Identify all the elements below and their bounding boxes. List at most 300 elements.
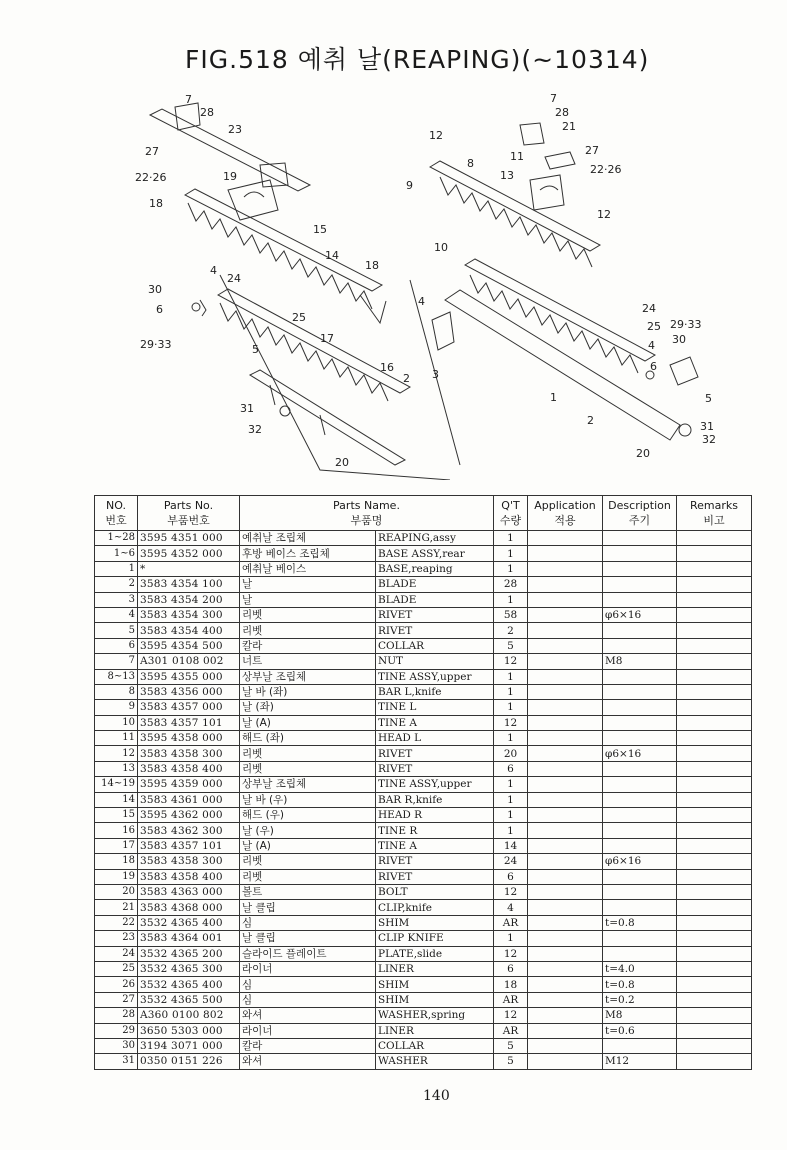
row-remarks bbox=[677, 869, 752, 884]
callout-18b: 18 bbox=[365, 259, 379, 272]
row-remarks bbox=[677, 577, 752, 592]
table-row bbox=[95, 1023, 752, 1038]
row-quantity: AR bbox=[494, 915, 528, 930]
table-row bbox=[95, 961, 752, 976]
callout-20: 20 bbox=[335, 456, 349, 469]
callout-19: 19 bbox=[223, 170, 237, 183]
callout-7b: 7 bbox=[550, 92, 557, 105]
row-part-number: 3583 4354 100 bbox=[138, 577, 240, 592]
row-name-korean: 심 bbox=[240, 977, 376, 992]
callout-6: 6 bbox=[156, 303, 163, 316]
row-part-number: * bbox=[138, 561, 240, 576]
upper-tines-right bbox=[440, 177, 592, 267]
table-row bbox=[95, 854, 752, 869]
row-quantity: 1 bbox=[494, 792, 528, 807]
row-no: 13 bbox=[95, 761, 138, 776]
row-name-english: TINE ASSY,upper bbox=[376, 669, 494, 684]
row-application bbox=[528, 792, 603, 807]
row-quantity: 12 bbox=[494, 654, 528, 669]
callout-21: 21 bbox=[562, 120, 576, 133]
row-quantity: 1 bbox=[494, 546, 528, 561]
callout-9: 9 bbox=[406, 179, 413, 192]
row-quantity: 28 bbox=[494, 577, 528, 592]
row-name-english: BAR L,knife bbox=[376, 684, 494, 699]
table-row bbox=[95, 623, 752, 638]
row-remarks bbox=[677, 1038, 752, 1053]
table-row bbox=[95, 1038, 752, 1053]
callout-24: 24 bbox=[227, 272, 241, 285]
table-row bbox=[95, 946, 752, 961]
row-application bbox=[528, 746, 603, 761]
row-remarks bbox=[677, 838, 752, 853]
row-no: 16 bbox=[95, 823, 138, 838]
table-row bbox=[95, 531, 752, 546]
row-quantity: 12 bbox=[494, 946, 528, 961]
table-row bbox=[95, 654, 752, 669]
row-application bbox=[528, 654, 603, 669]
row-no: 1~28 bbox=[95, 531, 138, 546]
row-no: 29 bbox=[95, 1023, 138, 1038]
row-remarks bbox=[677, 546, 752, 561]
row-description: φ6×16 bbox=[603, 746, 677, 761]
row-no: 2 bbox=[95, 577, 138, 592]
row-description: M8 bbox=[603, 654, 677, 669]
row-description bbox=[603, 577, 677, 592]
row-application bbox=[528, 577, 603, 592]
row-remarks bbox=[677, 638, 752, 653]
row-name-korean: 후방 베이스 조립체 bbox=[240, 546, 376, 561]
row-description bbox=[603, 623, 677, 638]
col-header-qty: Q'T 수량 bbox=[494, 496, 528, 531]
row-no: 3 bbox=[95, 592, 138, 607]
callout-22-26: 22·26 bbox=[135, 171, 167, 184]
row-name-korean: 날 (A) bbox=[240, 715, 376, 730]
row-application bbox=[528, 838, 603, 853]
row-quantity: AR bbox=[494, 992, 528, 1007]
row-name-korean: 심 bbox=[240, 992, 376, 1007]
row-quantity: 14 bbox=[494, 838, 528, 853]
row-part-number: 3583 4354 200 bbox=[138, 592, 240, 607]
row-application bbox=[528, 1038, 603, 1053]
row-no: 19 bbox=[95, 869, 138, 884]
callout-27: 27 bbox=[145, 145, 159, 158]
table-row bbox=[95, 931, 752, 946]
row-application bbox=[528, 915, 603, 930]
row-name-english: RIVET bbox=[376, 869, 494, 884]
parts-list-table bbox=[94, 495, 752, 1070]
row-name-english: TINE ASSY,upper bbox=[376, 777, 494, 792]
row-quantity: 12 bbox=[494, 884, 528, 899]
row-no: 20 bbox=[95, 884, 138, 899]
row-description bbox=[603, 869, 677, 884]
row-name-korean: 날 클립 bbox=[240, 931, 376, 946]
row-quantity: 6 bbox=[494, 961, 528, 976]
row-description bbox=[603, 684, 677, 699]
callout-10: 10 bbox=[434, 241, 448, 254]
row-name-korean: 해드 (좌) bbox=[240, 731, 376, 746]
row-description bbox=[603, 546, 677, 561]
row-remarks bbox=[677, 1008, 752, 1023]
row-remarks bbox=[677, 761, 752, 776]
callout-14: 14 bbox=[325, 249, 339, 262]
row-description bbox=[603, 808, 677, 823]
row-no: 26 bbox=[95, 977, 138, 992]
row-no: 1 bbox=[95, 561, 138, 576]
row-name-korean: 상부날 조립체 bbox=[240, 777, 376, 792]
row-quantity: 4 bbox=[494, 900, 528, 915]
row-remarks bbox=[677, 854, 752, 869]
row-application bbox=[528, 900, 603, 915]
row-quantity: 12 bbox=[494, 1008, 528, 1023]
row-application bbox=[528, 623, 603, 638]
callout-7: 7 bbox=[185, 93, 192, 106]
row-application bbox=[528, 607, 603, 622]
row-application bbox=[528, 592, 603, 607]
row-description bbox=[603, 777, 677, 792]
row-description: t=0.2 bbox=[603, 992, 677, 1007]
row-part-number: 3532 4365 400 bbox=[138, 977, 240, 992]
row-quantity: 1 bbox=[494, 561, 528, 576]
row-no: 6 bbox=[95, 638, 138, 653]
row-application bbox=[528, 669, 603, 684]
row-no: 8 bbox=[95, 684, 138, 699]
callout-29-33: 29·33 bbox=[140, 338, 172, 351]
row-part-number: 3532 4365 300 bbox=[138, 961, 240, 976]
row-part-number: 3595 4351 000 bbox=[138, 531, 240, 546]
row-application bbox=[528, 638, 603, 653]
row-name-english: TINE L bbox=[376, 700, 494, 715]
row-quantity: 1 bbox=[494, 808, 528, 823]
row-name-korean: 칼라 bbox=[240, 638, 376, 653]
row-no: 5 bbox=[95, 623, 138, 638]
callout-30: 30 bbox=[148, 283, 162, 296]
row-application bbox=[528, 1008, 603, 1023]
row-quantity: 1 bbox=[494, 931, 528, 946]
row-application bbox=[528, 808, 603, 823]
row-quantity: 5 bbox=[494, 1038, 528, 1053]
table-row bbox=[95, 869, 752, 884]
row-part-number: 3595 4355 000 bbox=[138, 669, 240, 684]
row-no: 28 bbox=[95, 1008, 138, 1023]
row-name-korean: 날 클립 bbox=[240, 900, 376, 915]
row-application bbox=[528, 1054, 603, 1069]
callout-28b: 28 bbox=[555, 106, 569, 119]
callout-6b: 6 bbox=[650, 360, 657, 373]
row-application bbox=[528, 546, 603, 561]
row-name-korean: 심 bbox=[240, 915, 376, 930]
row-name-korean: 상부날 조립체 bbox=[240, 669, 376, 684]
upper-knife-bar-right bbox=[430, 161, 600, 251]
exploded-parts-diagram bbox=[120, 85, 730, 480]
row-application bbox=[528, 1023, 603, 1038]
row-remarks bbox=[677, 946, 752, 961]
col-header-application: Application 적용 bbox=[528, 496, 603, 531]
row-no: 18 bbox=[95, 854, 138, 869]
row-remarks bbox=[677, 915, 752, 930]
row-name-korean: 날 (A) bbox=[240, 838, 376, 853]
row-quantity: 5 bbox=[494, 638, 528, 653]
upper-tines-left bbox=[188, 203, 372, 309]
row-part-number: 3595 4359 000 bbox=[138, 777, 240, 792]
row-name-english: BAR R,knife bbox=[376, 792, 494, 807]
row-remarks bbox=[677, 592, 752, 607]
table-row bbox=[95, 915, 752, 930]
row-description bbox=[603, 838, 677, 853]
row-application bbox=[528, 946, 603, 961]
row-name-korean: 슬라이드 플레이트 bbox=[240, 946, 376, 961]
table-row bbox=[95, 1054, 752, 1069]
row-quantity: 12 bbox=[494, 715, 528, 730]
callout-13: 13 bbox=[500, 169, 514, 182]
row-name-english: SHIM bbox=[376, 977, 494, 992]
row-description bbox=[603, 715, 677, 730]
row-part-number: 3583 4357 000 bbox=[138, 700, 240, 715]
row-quantity: 6 bbox=[494, 761, 528, 776]
row-name-korean: 리벳 bbox=[240, 869, 376, 884]
callout-2b: 2 bbox=[587, 414, 594, 427]
row-description: M8 bbox=[603, 1008, 677, 1023]
row-part-number: 3595 4352 000 bbox=[138, 546, 240, 561]
row-quantity: 1 bbox=[494, 700, 528, 715]
row-remarks bbox=[677, 715, 752, 730]
row-remarks bbox=[677, 931, 752, 946]
row-name-korean: 날 (좌) bbox=[240, 700, 376, 715]
row-name-korean: 라이너 bbox=[240, 1023, 376, 1038]
row-description bbox=[603, 823, 677, 838]
row-part-number: 3583 4368 000 bbox=[138, 900, 240, 915]
col-header-remarks: Remarks 비고 bbox=[677, 496, 752, 531]
row-name-english: TINE A bbox=[376, 715, 494, 730]
row-name-english: RIVET bbox=[376, 623, 494, 638]
row-name-english: LINER bbox=[376, 961, 494, 976]
callout-20b: 20 bbox=[636, 447, 650, 460]
row-no: 23 bbox=[95, 931, 138, 946]
row-quantity: 1 bbox=[494, 684, 528, 699]
table-row bbox=[95, 700, 752, 715]
row-quantity: 5 bbox=[494, 1054, 528, 1069]
row-name-english: TINE A bbox=[376, 838, 494, 853]
row-application bbox=[528, 884, 603, 899]
row-name-english: BLADE bbox=[376, 577, 494, 592]
row-name-english: HEAD L bbox=[376, 731, 494, 746]
row-name-english: NUT bbox=[376, 654, 494, 669]
row-name-english: BASE ASSY,rear bbox=[376, 546, 494, 561]
row-name-korean: 라이너 bbox=[240, 961, 376, 976]
callout-30b: 30 bbox=[672, 333, 686, 346]
callout-15: 15 bbox=[313, 223, 327, 236]
row-application bbox=[528, 992, 603, 1007]
lower-blades-right bbox=[470, 275, 638, 373]
page-title: FIG.518 예취 날(REAPING)(~10314) bbox=[185, 45, 650, 74]
row-description bbox=[603, 1038, 677, 1053]
row-quantity: 1 bbox=[494, 531, 528, 546]
row-part-number: 3532 4365 400 bbox=[138, 915, 240, 930]
row-remarks bbox=[677, 1023, 752, 1038]
row-name-korean: 날 바 (좌) bbox=[240, 684, 376, 699]
callout-1: 1 bbox=[550, 391, 557, 404]
row-part-number: 3583 4354 300 bbox=[138, 607, 240, 622]
row-part-number: A360 0100 802 bbox=[138, 1008, 240, 1023]
callout-27b: 27 bbox=[585, 144, 599, 157]
row-description bbox=[603, 884, 677, 899]
row-application bbox=[528, 715, 603, 730]
row-name-english: RIVET bbox=[376, 761, 494, 776]
row-no: 15 bbox=[95, 808, 138, 823]
row-name-english: BLADE bbox=[376, 592, 494, 607]
row-no: 17 bbox=[95, 838, 138, 853]
row-name-english: RIVET bbox=[376, 854, 494, 869]
callout-28: 28 bbox=[200, 106, 214, 119]
row-name-english: CLIP KNIFE bbox=[376, 931, 494, 946]
table-row bbox=[95, 731, 752, 746]
row-remarks bbox=[677, 823, 752, 838]
row-name-english: SHIM bbox=[376, 992, 494, 1007]
row-description: t=0.6 bbox=[603, 1023, 677, 1038]
row-name-korean: 볼트 bbox=[240, 884, 376, 899]
row-quantity: 1 bbox=[494, 823, 528, 838]
callout-11: 11 bbox=[510, 150, 524, 163]
row-part-number: 3583 4362 300 bbox=[138, 823, 240, 838]
row-no: 14 bbox=[95, 792, 138, 807]
row-name-korean: 날 bbox=[240, 577, 376, 592]
row-application bbox=[528, 823, 603, 838]
row-no: 8~13 bbox=[95, 669, 138, 684]
col-header-parts-no: Parts No. 부품번호 bbox=[138, 496, 240, 531]
row-name-english: WASHER bbox=[376, 1054, 494, 1069]
table-row bbox=[95, 607, 752, 622]
callout-24b: 24 bbox=[642, 302, 656, 315]
row-no: 11 bbox=[95, 731, 138, 746]
row-remarks bbox=[677, 561, 752, 576]
table-row bbox=[95, 900, 752, 915]
row-part-number: 3583 4361 000 bbox=[138, 792, 240, 807]
table-row bbox=[95, 684, 752, 699]
table-row bbox=[95, 577, 752, 592]
row-part-number: 3583 4356 000 bbox=[138, 684, 240, 699]
row-quantity: 58 bbox=[494, 607, 528, 622]
table-row bbox=[95, 992, 752, 1007]
row-remarks bbox=[677, 977, 752, 992]
row-quantity: 1 bbox=[494, 777, 528, 792]
col-header-parts-name: Parts Name. 부품명 bbox=[240, 496, 494, 531]
table-row bbox=[95, 808, 752, 823]
row-description: t=0.8 bbox=[603, 977, 677, 992]
row-name-korean: 날 바 (우) bbox=[240, 792, 376, 807]
row-part-number: 3583 4358 400 bbox=[138, 761, 240, 776]
row-description bbox=[603, 531, 677, 546]
row-part-number: A301 0108 002 bbox=[138, 654, 240, 669]
table-row bbox=[95, 561, 752, 576]
row-remarks bbox=[677, 900, 752, 915]
row-no: 14~19 bbox=[95, 777, 138, 792]
row-remarks bbox=[677, 623, 752, 638]
row-description: φ6×16 bbox=[603, 854, 677, 869]
row-application bbox=[528, 761, 603, 776]
row-no: 30 bbox=[95, 1038, 138, 1053]
table-row bbox=[95, 792, 752, 807]
row-no: 10 bbox=[95, 715, 138, 730]
row-name-english: WASHER,spring bbox=[376, 1008, 494, 1023]
row-remarks bbox=[677, 531, 752, 546]
row-remarks bbox=[677, 669, 752, 684]
callout-18: 18 bbox=[149, 197, 163, 210]
row-name-english: COLLAR bbox=[376, 1038, 494, 1053]
row-quantity: 1 bbox=[494, 592, 528, 607]
knife-clip-right bbox=[520, 123, 544, 145]
row-part-number: 3595 4358 000 bbox=[138, 731, 240, 746]
row-description bbox=[603, 900, 677, 915]
row-no: 9 bbox=[95, 700, 138, 715]
row-part-number: 3583 4363 000 bbox=[138, 884, 240, 899]
row-name-english: RIVET bbox=[376, 607, 494, 622]
lower-blade-bar-left bbox=[218, 289, 410, 393]
row-description bbox=[603, 700, 677, 715]
row-description bbox=[603, 761, 677, 776]
row-description bbox=[603, 669, 677, 684]
row-quantity: 18 bbox=[494, 977, 528, 992]
table-row bbox=[95, 669, 752, 684]
row-no: 27 bbox=[95, 992, 138, 1007]
row-application bbox=[528, 931, 603, 946]
row-remarks bbox=[677, 884, 752, 899]
table-row bbox=[95, 1008, 752, 1023]
row-application bbox=[528, 700, 603, 715]
row-application bbox=[528, 961, 603, 976]
row-part-number: 3532 4365 500 bbox=[138, 992, 240, 1007]
callout-3: 3 bbox=[432, 368, 439, 381]
callout-5: 5 bbox=[252, 343, 259, 356]
callout-4c: 4 bbox=[648, 339, 655, 352]
table-row bbox=[95, 823, 752, 838]
parts-table-body bbox=[95, 531, 752, 1070]
row-application bbox=[528, 684, 603, 699]
row-description bbox=[603, 931, 677, 946]
row-part-number: 3595 4362 000 bbox=[138, 808, 240, 823]
row-part-number: 3583 4357 101 bbox=[138, 838, 240, 853]
callout-25b: 25 bbox=[647, 320, 661, 333]
col-header-no: NO. 번호 bbox=[95, 496, 138, 531]
row-name-korean: 리벳 bbox=[240, 623, 376, 638]
row-name-korean: 너트 bbox=[240, 654, 376, 669]
row-name-english: CLIP,knife bbox=[376, 900, 494, 915]
table-row bbox=[95, 838, 752, 853]
row-name-korean: 날 (우) bbox=[240, 823, 376, 838]
row-description: M12 bbox=[603, 1054, 677, 1069]
row-remarks bbox=[677, 792, 752, 807]
row-description: t=0.8 bbox=[603, 915, 677, 930]
row-description bbox=[603, 638, 677, 653]
row-application bbox=[528, 854, 603, 869]
row-application bbox=[528, 977, 603, 992]
row-quantity: 6 bbox=[494, 869, 528, 884]
row-name-english: BASE,reaping bbox=[376, 561, 494, 576]
row-quantity: 1 bbox=[494, 669, 528, 684]
row-description bbox=[603, 731, 677, 746]
callout-4b: 4 bbox=[418, 295, 425, 308]
row-description bbox=[603, 561, 677, 576]
row-part-number: 3583 4357 101 bbox=[138, 715, 240, 730]
row-no: 24 bbox=[95, 946, 138, 961]
callout-29-33b: 29·33 bbox=[670, 318, 702, 331]
callout-32b: 32 bbox=[702, 433, 716, 446]
row-remarks bbox=[677, 607, 752, 622]
row-application bbox=[528, 561, 603, 576]
callout-8: 8 bbox=[467, 157, 474, 170]
callout-2: 2 bbox=[403, 372, 410, 385]
row-part-number: 3650 5303 000 bbox=[138, 1023, 240, 1038]
table-row bbox=[95, 546, 752, 561]
row-description: t=4.0 bbox=[603, 961, 677, 976]
